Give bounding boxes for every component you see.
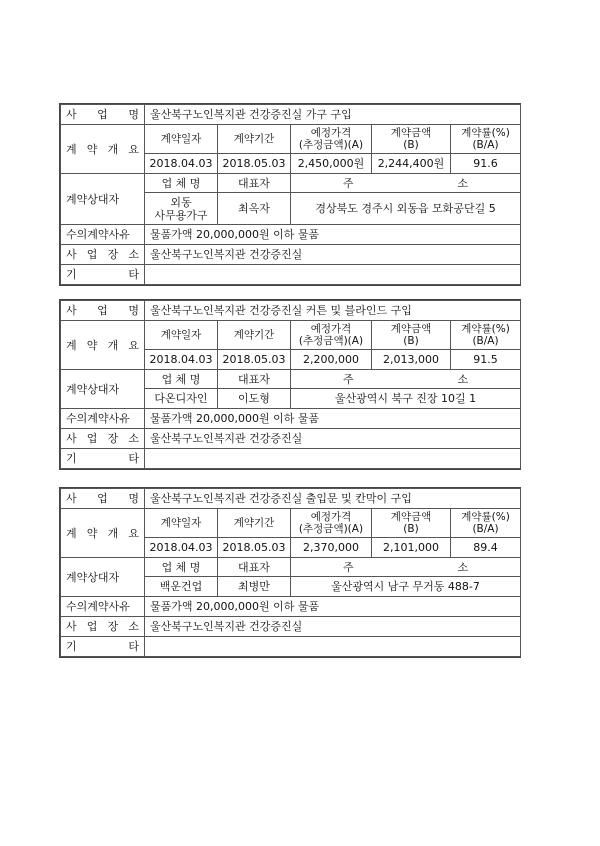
header-contract-period: 계약기간 xyxy=(218,509,291,538)
header-address: 주 소 xyxy=(291,558,521,577)
label-counterparty: 계약상대자 xyxy=(61,370,145,409)
header-representative: 대표자 xyxy=(218,370,291,389)
header-contract-amount: 계약금액 (B) xyxy=(372,509,451,538)
header-contract-date: 계약일자 xyxy=(145,321,218,350)
contract-date: 2018.04.03 xyxy=(145,538,218,558)
header-contract-date: 계약일자 xyxy=(145,125,218,154)
other-notes xyxy=(145,637,521,657)
project-name: 울산북구노인복지관 건강증진실 출입문 및 칸막이 구입 xyxy=(145,489,521,509)
header-contract-period: 계약기간 xyxy=(218,321,291,350)
contract-table xyxy=(60,104,521,285)
contract-ratio: 91.5 xyxy=(451,350,521,370)
contract-amount: 2,101,000 xyxy=(372,538,451,558)
estimated-price: 2,450,000원 xyxy=(291,154,372,174)
header-representative: 대표자 xyxy=(218,558,291,577)
header-contract-amount: 계약금액 (B) xyxy=(372,321,451,350)
header-contract-ratio: 계약률(%) (B/A) xyxy=(451,125,521,154)
contract-date: 2018.04.03 xyxy=(145,350,218,370)
header-company: 업 체 명 xyxy=(145,370,218,389)
label-other: 기 타 xyxy=(61,449,145,469)
representative-name: 최병만 xyxy=(218,577,291,597)
label-contract-summary: 계 약 개 요 xyxy=(61,321,145,370)
header-contract-period: 계약기간 xyxy=(218,125,291,154)
label-project-name: 사 업 명 xyxy=(61,301,145,321)
other-notes xyxy=(145,265,521,285)
contract-reason: 물품가액 20,000,000원 이하 물품 xyxy=(145,225,521,245)
project-name: 울산북구노인복지관 건강증진실 가구 구입 xyxy=(145,105,521,125)
contract-date: 2018.04.03 xyxy=(145,154,218,174)
contract-period: 2018.05.03 xyxy=(218,538,291,558)
contract-period: 2018.05.03 xyxy=(218,154,291,174)
contract-ratio: 91.6 xyxy=(451,154,521,174)
header-representative: 대표자 xyxy=(218,174,291,193)
header-address: 주 소 xyxy=(291,370,521,389)
label-project-name: 사 업 명 xyxy=(61,489,145,509)
contract-block xyxy=(59,103,521,286)
estimated-price: 2,200,000 xyxy=(291,350,372,370)
contract-amount: 2,013,000 xyxy=(372,350,451,370)
header-contract-date: 계약일자 xyxy=(145,509,218,538)
label-project-name: 사 업 명 xyxy=(61,105,145,125)
label-contract-summary: 계 약 개 요 xyxy=(61,509,145,558)
project-location: 울산북구노인복지관 건강증진실 xyxy=(145,429,521,449)
label-other: 기 타 xyxy=(61,637,145,657)
company-address: 경상북도 경주시 외동읍 모화공단길 5 xyxy=(291,193,521,225)
header-contract-amount: 계약금액 (B) xyxy=(372,125,451,154)
header-estimated-price: 예정가격 (추정금액)(A) xyxy=(291,125,372,154)
estimated-price: 2,370,000 xyxy=(291,538,372,558)
label-reason: 수의계약사유 xyxy=(61,225,145,245)
label-reason: 수의계약사유 xyxy=(61,409,145,429)
company-name: 외동 사무용가구 xyxy=(145,193,218,225)
contract-reason: 물품가액 20,000,000원 이하 물품 xyxy=(145,409,521,429)
contract-block xyxy=(59,299,521,470)
contract-block xyxy=(59,487,521,658)
contract-table xyxy=(60,488,521,657)
company-address: 울산광역시 북구 진장 10길 1 xyxy=(291,389,521,409)
label-contract-summary: 계 약 개 요 xyxy=(61,125,145,174)
header-address: 주 소 xyxy=(291,174,521,193)
label-reason: 수의계약사유 xyxy=(61,597,145,617)
label-location: 사 업 장 소 xyxy=(61,429,145,449)
project-name: 울산북구노인복지관 건강증진실 커튼 및 블라인드 구입 xyxy=(145,301,521,321)
representative-name: 최옥자 xyxy=(218,193,291,225)
label-counterparty: 계약상대자 xyxy=(61,174,145,225)
header-contract-ratio: 계약률(%) (B/A) xyxy=(451,321,521,350)
label-location: 사 업 장 소 xyxy=(61,245,145,265)
contract-amount: 2,244,400원 xyxy=(372,154,451,174)
header-company: 업 체 명 xyxy=(145,558,218,577)
contract-ratio: 89.4 xyxy=(451,538,521,558)
header-estimated-price: 예정가격 (추정금액)(A) xyxy=(291,509,372,538)
header-company: 업 체 명 xyxy=(145,174,218,193)
header-estimated-price: 예정가격 (추정금액)(A) xyxy=(291,321,372,350)
header-contract-ratio: 계약률(%) (B/A) xyxy=(451,509,521,538)
company-name: 다온디자인 xyxy=(145,389,218,409)
company-name: 백운건업 xyxy=(145,577,218,597)
label-location: 사 업 장 소 xyxy=(61,617,145,637)
representative-name: 이도형 xyxy=(218,389,291,409)
project-location: 울산북구노인복지관 건강증진실 xyxy=(145,245,521,265)
label-other: 기 타 xyxy=(61,265,145,285)
contract-table xyxy=(60,300,521,469)
contract-period: 2018.05.03 xyxy=(218,350,291,370)
contract-reason: 물품가액 20,000,000원 이하 물품 xyxy=(145,597,521,617)
project-location: 울산북구노인복지관 건강증진실 xyxy=(145,617,521,637)
company-address: 울산광역시 남구 무거동 488-7 xyxy=(291,577,521,597)
other-notes xyxy=(145,449,521,469)
label-counterparty: 계약상대자 xyxy=(61,558,145,597)
